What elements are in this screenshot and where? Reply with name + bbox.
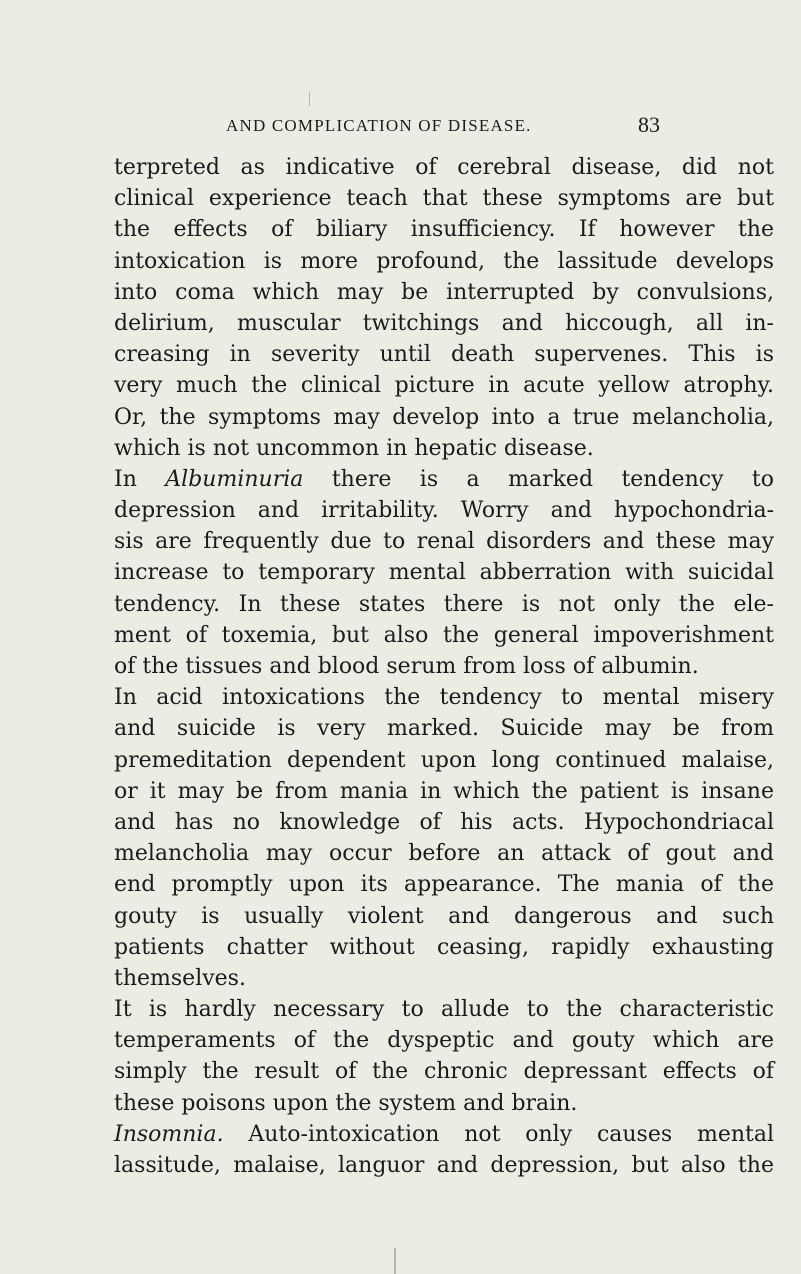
text-line: or it may be from mania in which the patient is insane xyxy=(114,778,774,804)
running-head xyxy=(0,112,801,142)
text-line: premeditation dependent upon long continued malaise, xyxy=(114,747,774,773)
text-line: depression and irritability. Worry and hypochondria- xyxy=(114,498,774,524)
text-line: the effects of biliary insufficiency. If however the xyxy=(114,217,774,243)
text-line: It is hardly necessary to allude to the characteristic xyxy=(114,997,774,1023)
text-line: sis are frequently due to renal disorders and these may xyxy=(114,529,774,555)
text-line: very much the clinical picture in acute yellow atrophy. xyxy=(114,373,774,399)
text-line: terpreted as indicative of cerebral disease, did not xyxy=(114,155,774,180)
text-line xyxy=(114,464,774,495)
line-prefix: In xyxy=(114,466,166,492)
line-rest: Auto-intoxication not only causes mental xyxy=(223,1121,774,1147)
text-line: into coma which may be interrupted by convulsions, xyxy=(114,279,774,305)
text-line: ment of toxemia, but also the general impoverishment xyxy=(114,622,774,648)
text-line: themselves. xyxy=(114,965,246,991)
text-line: these poisons upon the system and brain. xyxy=(114,1090,578,1116)
scan-speck xyxy=(394,1248,396,1274)
text-line: In acid intoxications the tendency to mental misery xyxy=(114,685,774,711)
line-rest: there is a marked tendency to xyxy=(303,466,775,492)
page-number: 83 xyxy=(638,112,660,137)
text-line: intoxication is more profound, the lassitude develops xyxy=(114,248,774,274)
text-line: and has no knowledge of his acts. Hypochondriacal xyxy=(114,809,774,835)
text-line: Or, the symptoms may develop into a true melancholia, xyxy=(114,404,774,430)
italic-heading: Insomnia. xyxy=(114,1121,224,1147)
text-line: creasing in severity until death supervenes. This is xyxy=(114,342,774,368)
italic-heading: Albuminuria xyxy=(165,466,304,492)
text-line: which is not uncommon in hepatic disease. xyxy=(114,435,594,461)
scan-speck xyxy=(309,92,310,106)
text-line: temperaments of the dyspeptic and gouty which are xyxy=(114,1028,774,1054)
text-line xyxy=(114,1119,774,1150)
text-line: patients chatter without ceasing, rapidly exhausting xyxy=(114,934,774,960)
text-line: and suicide is very marked. Suicide may be from xyxy=(114,716,774,742)
running-title: AND COMPLICATION OF DISEASE. xyxy=(226,116,532,135)
text-line: tendency. In these states there is not only the ele- xyxy=(114,591,774,617)
text-line: end promptly upon its appearance. The mania of the xyxy=(114,872,774,898)
text-line: of the tissues and blood serum from loss of albumin. xyxy=(114,654,699,679)
text-line: melancholia may occur before an attack of gout and xyxy=(114,841,774,867)
text-line: simply the result of the chronic depressant effects of xyxy=(114,1059,774,1085)
text-line: clinical experience teach that these symptoms are but xyxy=(114,186,774,212)
body-text xyxy=(114,152,774,1181)
text-line: delirium, muscular twitchings and hiccough, all in- xyxy=(114,310,774,336)
text-line: lassitude, malaise, languor and depression, but also the xyxy=(114,1153,774,1178)
text-line: gouty is usually violent and dangerous and such xyxy=(114,903,774,929)
text-line: increase to temporary mental abberration with suicidal xyxy=(114,560,774,586)
